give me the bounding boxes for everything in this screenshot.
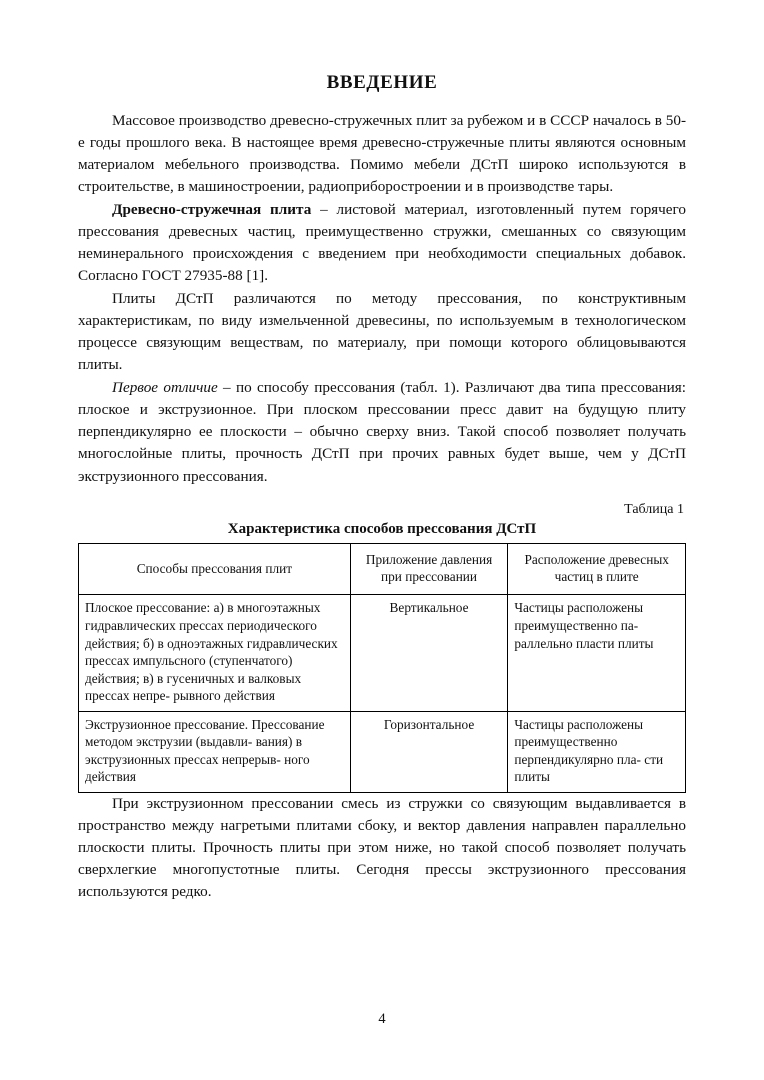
paragraph-first-difference [78,377,686,487]
method-extrusion-line-3: вания) в экструзионных прессах непрерыв- [85,734,303,767]
header-pressure-line-1: Приложение [365,551,438,567]
header-particles-line-1: Расположение [524,551,606,567]
header-pressure-line-2: давления [440,551,493,567]
header-methods-line-1: Способы прессования плит [136,560,293,576]
cell-method-extrusion [79,711,351,792]
definition-text: – листовой материал, изготовленный путем горячего прессования древесных частиц, преимущественно стружки, смешанных со связующим неминерального происхождения с введением при необходимости специальных добавок. Согласно ГОСТ 27935-88 [1]. [78,201,686,285]
particles-flat-line-1: Частицы расположены [514,600,644,616]
method-flat-line-2: а) в многоэтажных гидравлических прессах [85,600,321,633]
first-difference-text: – по способу прессования (табл. 1). Различают два типа прессования: плоское и экструзионное. При плоском прессовании пресс давит на будущую плиту перпендикулярно ее плоскости – обычно сверху вниз. Такой способ позволяет получать многослойные плиты, прочность ДСтП при прочих равных будет выше, чем у ДСтП экструзионного прессования. [78,379,686,485]
cell-pressure-extrusion: Горизонтальное [350,711,508,792]
paragraph-definition [78,199,686,287]
method-extrusion-line-1: Экструзионное прессование. [85,716,249,732]
term-chipboard: Древесно-стружечная плита [112,201,312,219]
table-header-methods [79,543,351,595]
method-extrusion-line-4: ного действия [85,751,310,785]
page-number: 4 [378,1011,386,1027]
particles-flat-line-2: преимущественно па- [514,617,639,633]
header-pressure-line-3: при прессовании [381,569,478,585]
table-row [79,711,686,792]
table-caption: Характеристика способов прессования ДСтП [227,520,537,537]
table-header-row [79,543,686,595]
paragraph-intro-history: Массовое производство древесно-стружечных плит за рубежом и в СССР началось в 50-е годы прошлого века. В настоящее время древесно-стружечные плиты являются основным материалом мебельного производства. Помимо мебели ДСтП широко используются в строительстве, в машиностроении, радиоприборостроении и в производстве тары. [78,112,686,196]
cell-particles-extrusion [508,711,686,792]
term-first-difference: Первое отличие [112,379,218,397]
cell-pressure-flat: Вертикальное [350,595,508,711]
method-flat-line-4: б) в одноэтажных гидравлических прессах [85,635,338,669]
method-extrusion-line-2: Прессование методом экструзии (выдавли- [85,716,325,750]
table-row [79,595,686,711]
particles-flat-line-4: плиты [617,635,654,651]
method-flat-line-1: Плоское прессование: [85,600,211,616]
paragraph-extrusion-pressing: При экструзионном прессовании смесь из стружки со связующим выдавливается в пространство между нагретыми плитами сбоку, и вектор давления направлен параллельно плоскости плиты. Прочность плиты при этом ниже, но такой способ позволяет получать сверхлегкие многопустотные плиты. Сегодня прессы экструзионного прессования используются редко. [78,794,686,900]
method-flat-line-6: в) в гусеничных и валковых прессах непре- [85,670,302,704]
particles-flat-line-3: раллельно пласти [514,635,615,651]
particles-extrusion-line-4: сти плиты [514,751,664,785]
table-header-particles [508,543,686,595]
table-number-label: Таблица 1 [624,501,684,517]
particles-extrusion-line-3: перпендикулярно пла- [514,751,641,767]
header-particles-line-2: древесных частиц [554,551,669,585]
cell-method-flat [79,595,351,711]
page-title: ВВЕДЕНИЕ [326,72,438,93]
paragraph-classification: Плиты ДСтП различаются по методу прессования, по конструктивным характеристикам, по виду измельченной древесины, по используемым в технологическом процессе связующим веществам, по материалу, при помощи которого облицовываются плиты. [78,290,686,374]
header-particles-line-3: в плите [596,569,639,585]
particles-extrusion-line-1: Частицы расположены [514,716,644,732]
table-body [79,595,686,792]
cell-particles-flat [508,595,686,711]
particles-extrusion-line-2: преимущественно [514,734,618,750]
table-block [78,502,686,793]
method-flat-line-5: импульсного (ступенчатого) действия; [85,653,293,686]
method-flat-line-3: периодического действия; [85,617,317,651]
method-flat-line-7: рывного действия [173,688,276,704]
table-header-pressure [350,543,508,595]
pressing-methods-table [78,543,686,793]
